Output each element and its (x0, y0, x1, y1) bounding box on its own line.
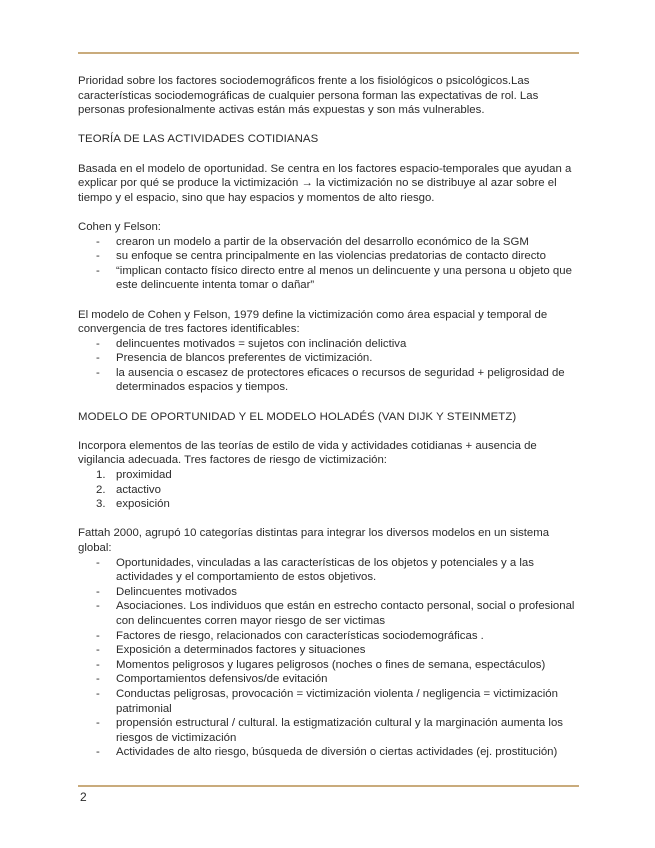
list-item: 2. actactivo (96, 483, 161, 496)
list-item: - su enfoque se centra principalmente en las violencias predatorias de contacto directo (96, 250, 546, 263)
model-factors-list (78, 337, 578, 395)
cohen-list (78, 235, 578, 293)
list-item: - delincuentes motivados = sujetos con inclinación delictiva (96, 337, 407, 350)
list-item: - Oportunidades, vinculadas a las características de los objetos y potenciales y a las actividades y el comportamiento de estos objetivos. (96, 556, 534, 584)
model-paragraph: El modelo de Cohen y Felson, 1979 define la victimización como área espacial y temporal de convergencia de tres factores identificables: (78, 308, 548, 336)
list-item: 1. proximidad (96, 469, 172, 482)
fattah-paragraph: Fattah 2000, agrupó 10 categorías distintas para integrar los diversos modelos en un sistema global: (78, 527, 550, 554)
section2-paragraph: Incorpora elementos de las teorías de estilo de vida y actividades cotidianas + ausencia de vigilancia adecuada. Tres factores de riesgo de victimización: (78, 439, 537, 467)
list-item: - la ausencia o escasez de protectores eficaces o recursos de seguridad + peligrosidad de determinados espacios y tiempos. (96, 366, 565, 394)
list-item: - crearon un modelo a partir de la observación del desarrollo económico de la SGM (96, 235, 529, 248)
footer-rule (78, 785, 579, 787)
list-item: - Actividades de alto riesgo, búsqueda de diversión o ciertas actividades (ej. prostitución) (96, 746, 558, 759)
list-item: - Comportamientos defensivos/de evitación (96, 673, 328, 686)
page-number: 2 (80, 790, 87, 804)
cohen-felson-label: Cohen y Felson: (78, 220, 161, 233)
list-item: - Delincuentes motivados (96, 585, 237, 598)
list-item: - Exposición a determinados factores y situaciones (96, 644, 366, 657)
section-heading-modelo-oportunidad: MODELO DE OPORTUNIDAD Y EL MODELO HOLADÉS (VAN DIJK Y STEINMETZ) (78, 410, 517, 423)
section1-paragraph: Basada en el modelo de oportunidad. Se centra en los factores espacio-temporales que ayudan a explicar por qué se produce la victimización → la victimización no se distribuye al azar sobre el tiempo y el espacio, sino que hay espacios y momentos de alto riesgo. (78, 162, 572, 204)
list-item: - “implican contacto físico directo entre al menos un delincuente y una persona u objeto que este delincuente intenta tomar o dañar” (96, 264, 572, 292)
intro-paragraph: Prioridad sobre los factores sociodemográficos frente a los fisiológicos o psicológicos.Las características sociodemográficas de cualquier persona forman las expectativas de rol. Las personas profesionalmente activas están más expuestas y son más vulnerables. (78, 75, 539, 117)
list-item: - Presencia de blancos preferentes de victimización. (96, 352, 373, 365)
fattah-categories-list (78, 556, 578, 760)
list-item: - Factores de riesgo, relacionados con características sociodemográficas . (96, 629, 484, 642)
list-item: - Asociaciones. Los individuos que están en estrecho contacto personal, social o profesional con delincuentes corren mayor riesgo de ser victimas (96, 600, 575, 627)
section-heading-actividades-cotidianas: TEORÍA DE LAS ACTIVIDADES COTIDIANAS (78, 133, 319, 146)
list-item: - Conductas peligrosas, provocación = victimización violenta / negligencia = victimización patrimonial (96, 687, 558, 715)
list-item: 3. exposición (96, 498, 170, 511)
page-body (78, 74, 578, 760)
list-item: - Momentos peligrosos y lugares peligrosos (noches o fines de semana, espectáculos) (96, 658, 546, 671)
list-item: - propensión estructural / cultural. la estigmatización cultural y la marginación aumenta los riesgos de victimización (96, 717, 563, 744)
header-rule (78, 52, 579, 54)
risk-factors-list (78, 468, 578, 512)
